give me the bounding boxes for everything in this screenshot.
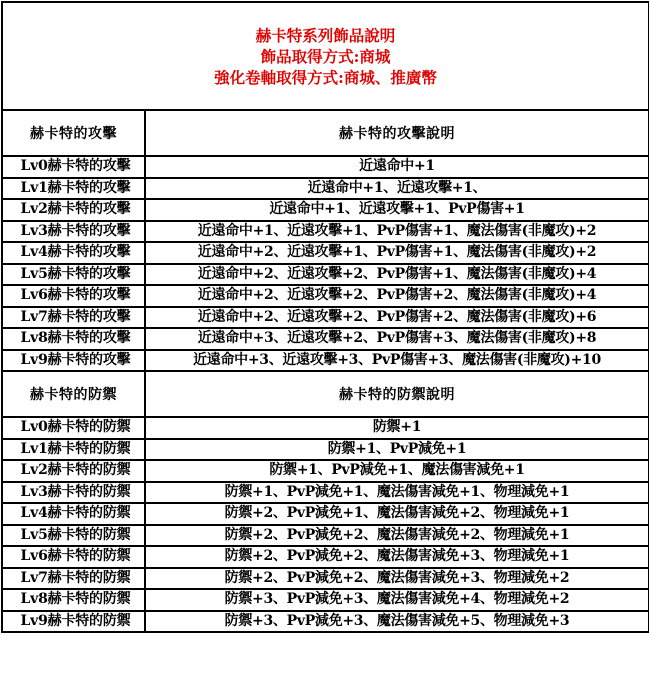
defense-level: Lv3赫卡特的防禦 (2, 482, 145, 504)
attack-level: Lv2赫卡特的攻擊 (2, 199, 145, 221)
table-row (2, 568, 649, 590)
title-line-scroll-obtain: 強化卷軸取得方式:商城、推廣幣 (214, 67, 437, 87)
attack-desc: 近遠命中+3、近遠攻擊+3、PvP傷害+3、魔法傷害(非魔攻)+10 (145, 350, 649, 372)
defense-level: Lv1赫卡特的防禦 (2, 439, 145, 461)
defense-level: Lv7赫卡特的防禦 (2, 568, 145, 590)
table-row (2, 439, 649, 461)
attack-desc: 近遠命中+2、近遠攻擊+2、PvP傷害+1、魔法傷害(非魔攻)+4 (145, 264, 649, 286)
defense-desc: 防禦+1、PvP減免+1 (145, 439, 649, 461)
defense-level: Lv5赫卡特的防禦 (2, 525, 145, 547)
table-row (2, 482, 649, 504)
defense-level: Lv8赫卡特的防禦 (2, 589, 145, 611)
title-cell (2, 2, 649, 110)
title-line-obtain: 飾品取得方式:商城 (260, 46, 391, 66)
table-row (2, 589, 649, 611)
table-row (2, 460, 649, 482)
table-row (2, 417, 649, 439)
attack-level: Lv9赫卡特的攻擊 (2, 350, 145, 372)
defense-level: Lv6赫卡特的防禦 (2, 546, 145, 568)
table-row (2, 285, 649, 307)
table-row (2, 350, 649, 372)
table-row (2, 525, 649, 547)
attack-level: Lv6赫卡特的攻擊 (2, 285, 145, 307)
defense-desc: 防禦+1 (145, 417, 649, 439)
attack-desc: 近遠命中+1、近遠攻擊+1、 (145, 178, 649, 200)
table-row (2, 199, 649, 221)
table-row (2, 503, 649, 525)
defense-desc: 防禦+3、PvP減免+3、魔法傷害減免+5、物理減免+3 (145, 611, 649, 633)
table-row (2, 546, 649, 568)
defense-level: Lv4赫卡特的防禦 (2, 503, 145, 525)
hecate-accessory-table (1, 1, 649, 633)
attack-level: Lv5赫卡特的攻擊 (2, 264, 145, 286)
defense-level: Lv9赫卡特的防禦 (2, 611, 145, 633)
defense-desc: 防禦+2、PvP減免+2、魔法傷害減免+3、物理減免+2 (145, 568, 649, 590)
table-row (2, 156, 649, 178)
table-row (2, 178, 649, 200)
defense-desc: 防禦+1、PvP減免+1、魔法傷害減免+1、物理減免+1 (145, 482, 649, 504)
table-row (2, 328, 649, 350)
attack-header-row (2, 110, 649, 156)
defense-level: Lv0赫卡特的防禦 (2, 417, 145, 439)
table-row (2, 221, 649, 243)
attack-header-level: 赫卡特的攻擊 (2, 110, 145, 156)
attack-header-desc: 赫卡特的攻擊說明 (145, 110, 649, 156)
defense-desc: 防禦+1、PvP減免+1、魔法傷害減免+1 (145, 460, 649, 482)
defense-desc: 防禦+2、PvP減免+1、魔法傷害減免+2、物理減免+1 (145, 503, 649, 525)
defense-header-desc: 赫卡特的防禦說明 (145, 371, 649, 417)
table-row (2, 307, 649, 329)
defense-desc: 防禦+3、PvP減免+3、魔法傷害減免+4、物理減免+2 (145, 589, 649, 611)
table-row (2, 611, 649, 633)
attack-desc: 近遠命中+2、近遠攻擊+1、PvP傷害+1、魔法傷害(非魔攻)+2 (145, 242, 649, 264)
attack-desc: 近遠命中+1、近遠攻擊+1、PvP傷害+1 (145, 199, 649, 221)
attack-desc: 近遠命中+2、近遠攻擊+2、PvP傷害+2、魔法傷害(非魔攻)+4 (145, 285, 649, 307)
attack-level: Lv3赫卡特的攻擊 (2, 221, 145, 243)
attack-level: Lv8赫卡特的攻擊 (2, 328, 145, 350)
defense-header-row (2, 371, 649, 417)
defense-level: Lv2赫卡特的防禦 (2, 460, 145, 482)
table-row (2, 264, 649, 286)
attack-level: Lv4赫卡特的攻擊 (2, 242, 145, 264)
title-line-series: 赫卡特系列飾品說明 (255, 25, 396, 45)
attack-desc: 近遠命中+1、近遠攻擊+1、PvP傷害+1、魔法傷害(非魔攻)+2 (145, 221, 649, 243)
attack-level: Lv7赫卡特的攻擊 (2, 307, 145, 329)
attack-desc: 近遠命中+2、近遠攻擊+2、PvP傷害+2、魔法傷害(非魔攻)+6 (145, 307, 649, 329)
defense-header-level: 赫卡特的防禦 (2, 371, 145, 417)
attack-desc: 近遠命中+1 (145, 156, 649, 178)
attack-level: Lv1赫卡特的攻擊 (2, 178, 145, 200)
defense-desc: 防禦+2、PvP減免+2、魔法傷害減免+3、物理減免+1 (145, 546, 649, 568)
table-row (2, 242, 649, 264)
attack-level: Lv0赫卡特的攻擊 (2, 156, 145, 178)
defense-desc: 防禦+2、PvP減免+2、魔法傷害減免+2、物理減免+1 (145, 525, 649, 547)
title-row (2, 2, 649, 110)
attack-desc: 近遠命中+3、近遠攻擊+2、PvP傷害+3、魔法傷害(非魔攻)+8 (145, 328, 649, 350)
